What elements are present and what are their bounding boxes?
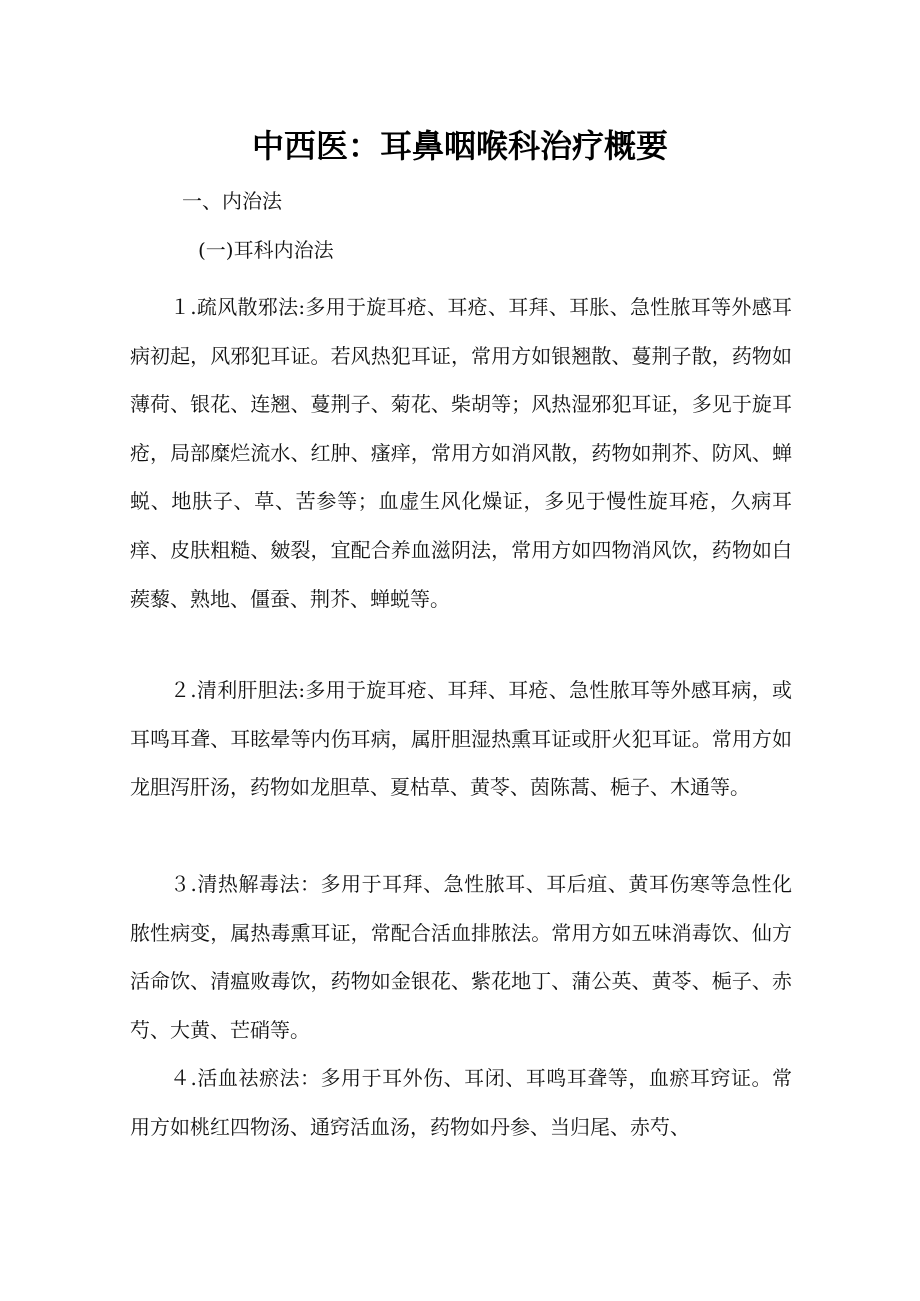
section-heading: 一、内治法 xyxy=(182,189,282,213)
subsection-heading: (一)耳科内治法 xyxy=(198,238,334,262)
paragraph-3: ３.清热解毒法：多用于耳拜、急性脓耳、耳后疽、黄耳伤寒等急性化脓性病变，属热毒熏耳证，常配合活血排脓法。常用方如五味消毒饮、仙方活命饮、清瘟败毒饮，药物如金银花、紫花地丁、蒲公英、黄苓、梔子、赤芍、大黄、芒硝等。 xyxy=(130,872,792,1042)
paragraph-4: ４.活血祛瘀法：多用于耳外伤、耳闭、耳鸣耳聋等，血瘀耳窍证。常用方如桃红四物汤、通窍活血汤，药物如丹参、当归尾、赤芍、 xyxy=(130,1066,792,1139)
paragraph-2: ２.清利肝胆法:多用于旋耳疮、耳拜、耳疮、急性脓耳等外感耳病，或耳鸣耳聋、耳眩晕等内伤耳病，属肝胆湿热熏耳证或肝火犯耳证。常用方如龙胆泻肝汤，药物如龙胆草、夏枯草、黄苓、茵陈蒿、梔子、木通等。 xyxy=(130,678,792,800)
page-title: 中西医：耳鼻咽喉科治疗概要 xyxy=(251,127,668,165)
paragraph-1: １.疏风散邪法:多用于旋耳疮、耳疮、耳拜、耳胀、急性脓耳等外感耳病初起，风邪犯耳证。若风热犯耳证，常用方如银翘散、蔓荆子散，药物如薄荷、银花、连翘、蔓荆子、菊花、柴胡等；风热湿邪犯耳证，多见于旋耳疮，局部糜烂流水、红肿、瘙痒，常用方如消风散，药物如荆芥、防风、蝉蜕、地肤子、草、苦参等；血虚生风化燥证，多见于慢性旋耳疮，久病耳痒、皮肤粗糙、皴裂，宜配合养血滋阴法，常用方如四物消风饮，药物如白蒺藜、熟地、僵蚕、荆芥、蝉蜕等。 xyxy=(130,295,792,611)
